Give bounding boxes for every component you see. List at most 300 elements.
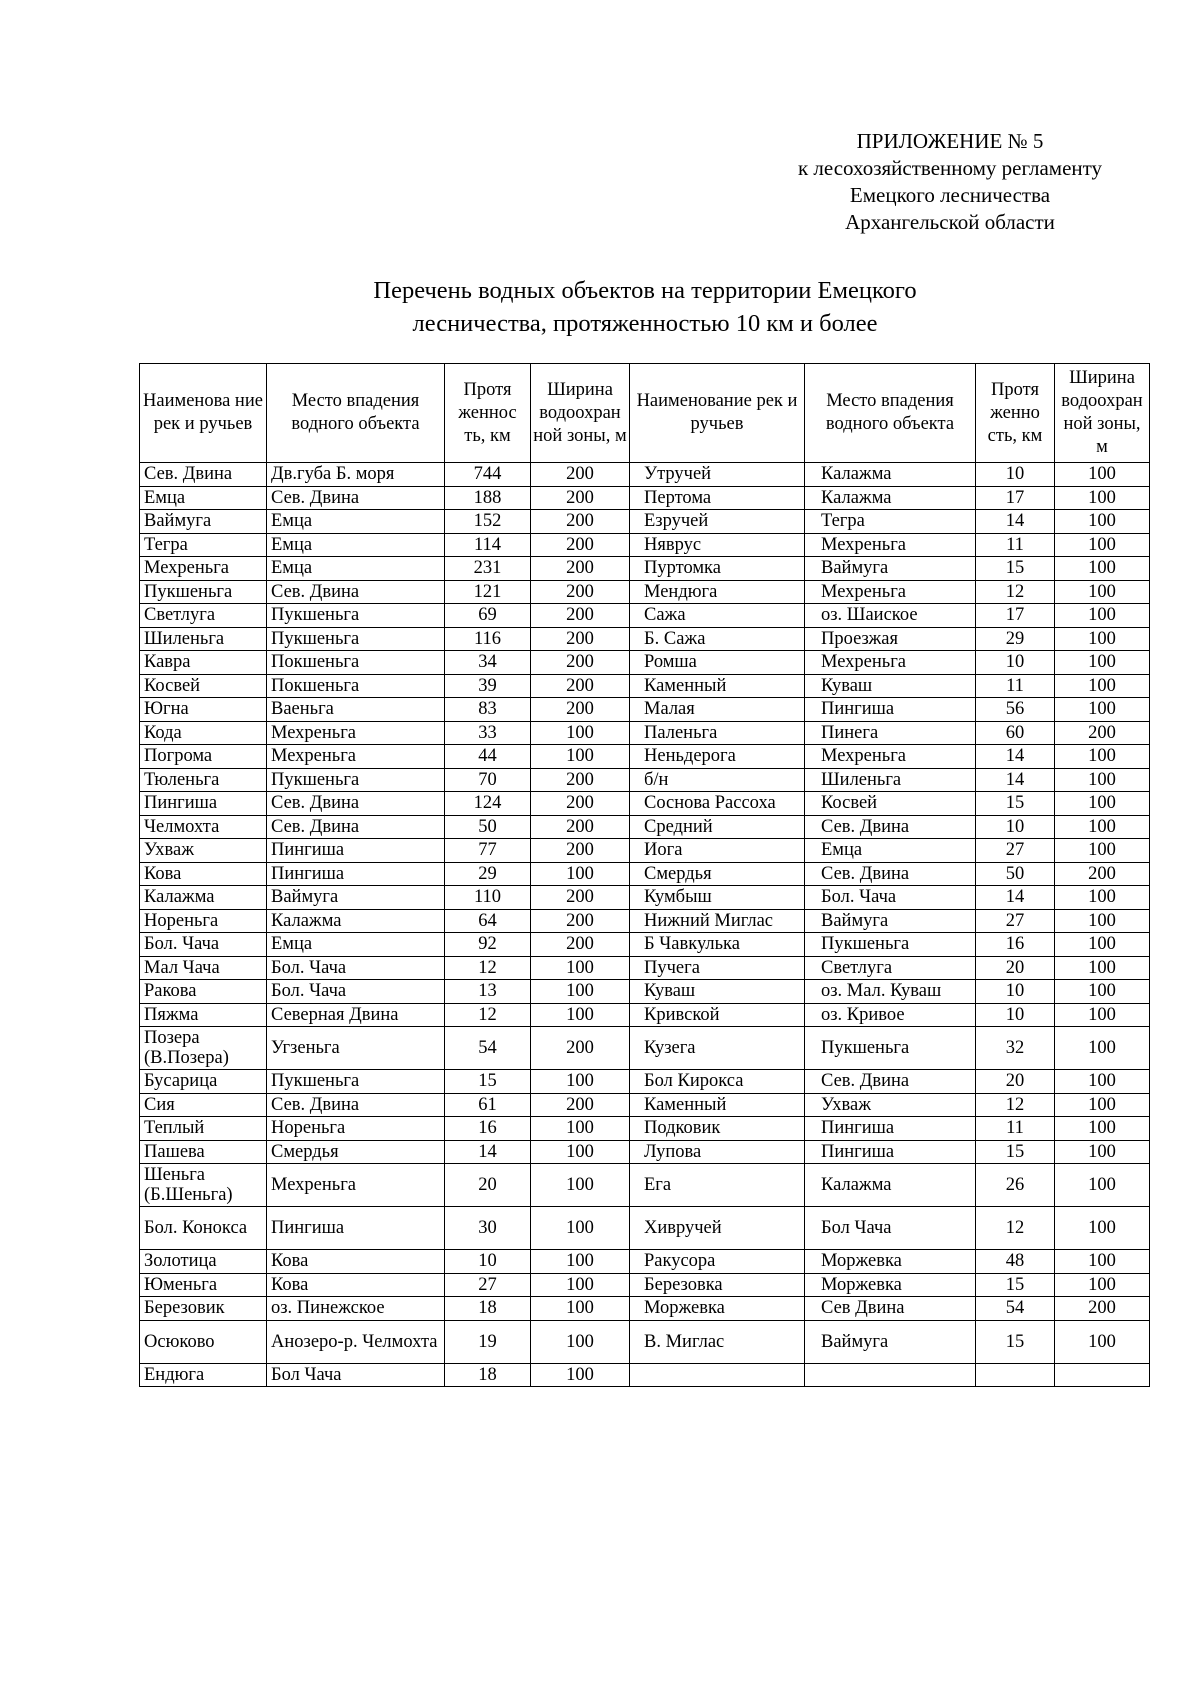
zone-width-cell: 200: [531, 580, 630, 604]
length-cell: 16: [445, 1117, 531, 1141]
mouth-place-cell: Куваш: [805, 674, 976, 698]
length-cell: 64: [445, 909, 531, 933]
mouth-place-cell: Косвей: [805, 792, 976, 816]
length-cell: 231: [445, 557, 531, 581]
length-cell: 50: [445, 815, 531, 839]
length-cell: 15: [976, 557, 1055, 581]
river-name-cell: Утручей: [630, 463, 805, 487]
mouth-place-cell: Мехреньга: [267, 1164, 445, 1207]
zone-width-cell: 200: [1055, 862, 1150, 886]
table-row: [140, 1320, 1150, 1363]
mouth-place-cell: Пукшеньга: [805, 933, 976, 957]
length-cell: 48: [976, 1250, 1055, 1274]
length-cell: 10: [976, 1003, 1055, 1027]
table-row: [140, 1027, 1150, 1070]
table-row: [140, 768, 1150, 792]
length-cell: 12: [976, 580, 1055, 604]
mouth-place-cell: Сев. Двина: [267, 815, 445, 839]
length-cell: 14: [976, 768, 1055, 792]
river-name-cell: Погрома: [140, 745, 267, 769]
table-row: [140, 486, 1150, 510]
table-row: [140, 1070, 1150, 1094]
mouth-place-cell: Моржевка: [805, 1273, 976, 1297]
length-cell: 19: [445, 1320, 531, 1363]
zone-width-cell: 100: [1055, 956, 1150, 980]
header-cell: Протя женно сть, км: [976, 364, 1055, 463]
mouth-place-cell: Мехреньга: [267, 745, 445, 769]
mouth-place-cell: Пукшеньга: [805, 1027, 976, 1070]
mouth-place-cell: Сев Двина: [805, 1297, 976, 1321]
river-name-cell: Нореньга: [140, 909, 267, 933]
mouth-place-cell: Сев. Двина: [805, 1070, 976, 1094]
river-name-cell: Мал Чача: [140, 956, 267, 980]
mouth-place-cell: Покшеньга: [267, 651, 445, 675]
length-cell: 61: [445, 1093, 531, 1117]
river-name-cell: Кривской: [630, 1003, 805, 1027]
zone-width-cell: 200: [531, 886, 630, 910]
table-row: [140, 627, 1150, 651]
zone-width-cell: 100: [1055, 557, 1150, 581]
mouth-place-cell: Пингиша: [805, 698, 976, 722]
river-name-cell: Осюково: [140, 1320, 267, 1363]
table-row: [140, 1273, 1150, 1297]
zone-width-cell: 200: [531, 815, 630, 839]
river-name-cell: Езручей: [630, 510, 805, 534]
river-name-cell: Нижний Миглас: [630, 909, 805, 933]
length-cell: 27: [445, 1273, 531, 1297]
mouth-place-cell: Кова: [267, 1273, 445, 1297]
length-cell: 11: [976, 533, 1055, 557]
river-name-cell: Бол. Конокса: [140, 1207, 267, 1250]
zone-width-cell: 100: [1055, 909, 1150, 933]
mouth-place-cell: Бол Чача: [805, 1207, 976, 1250]
table-row: [140, 1297, 1150, 1321]
mouth-place-cell: Пингиша: [267, 862, 445, 886]
length-cell: 10: [976, 980, 1055, 1004]
mouth-place-cell: оз. Кривое: [805, 1003, 976, 1027]
zone-width-cell: 100: [531, 980, 630, 1004]
table-row: [140, 463, 1150, 487]
river-name-cell: Юменьга: [140, 1273, 267, 1297]
river-name-cell: Ракусора: [630, 1250, 805, 1274]
river-name-cell: Челмохта: [140, 815, 267, 839]
zone-width-cell: 100: [531, 1164, 630, 1207]
mouth-place-cell: Пукшеньга: [267, 604, 445, 628]
river-name-cell: Паленьга: [630, 721, 805, 745]
mouth-place-cell: Нореньга: [267, 1117, 445, 1141]
length-cell: 10: [445, 1250, 531, 1274]
zone-width-cell: 200: [531, 627, 630, 651]
length-cell: 15: [445, 1070, 531, 1094]
length-cell: 14: [976, 510, 1055, 534]
zone-width-cell: 100: [531, 1117, 630, 1141]
river-name-cell: Куваш: [630, 980, 805, 1004]
zone-width-cell: 100: [1055, 698, 1150, 722]
length-cell: 33: [445, 721, 531, 745]
title-line-2: лесничества, протяженностью 10 км и более: [412, 310, 878, 337]
table-row: [140, 862, 1150, 886]
river-name-cell: Б. Сажа: [630, 627, 805, 651]
mouth-place-cell: [805, 1363, 976, 1387]
table-row: [140, 886, 1150, 910]
zone-width-cell: 200: [531, 698, 630, 722]
table-row: [140, 674, 1150, 698]
river-name-cell: Мендюга: [630, 580, 805, 604]
length-cell: 12: [445, 956, 531, 980]
zone-width-cell: [1055, 1363, 1150, 1387]
river-name-cell: Няврус: [630, 533, 805, 557]
zone-width-cell: 100: [1055, 1140, 1150, 1164]
length-cell: 69: [445, 604, 531, 628]
mouth-place-cell: Дв.губа Б. моря: [267, 463, 445, 487]
zone-width-cell: 100: [1055, 1117, 1150, 1141]
river-name-cell: Каменный: [630, 1093, 805, 1117]
river-name-cell: Калажма: [140, 886, 267, 910]
river-name-cell: Ендюга: [140, 1363, 267, 1387]
mouth-place-cell: Проезжая: [805, 627, 976, 651]
length-cell: 10: [976, 815, 1055, 839]
length-cell: 18: [445, 1363, 531, 1387]
length-cell: 27: [976, 909, 1055, 933]
zone-width-cell: 100: [1055, 792, 1150, 816]
river-name-cell: Ракова: [140, 980, 267, 1004]
zone-width-cell: 100: [1055, 933, 1150, 957]
zone-width-cell: 100: [1055, 839, 1150, 863]
zone-width-cell: 100: [1055, 604, 1150, 628]
zone-width-cell: 100: [1055, 533, 1150, 557]
length-cell: 50: [976, 862, 1055, 886]
zone-width-cell: 100: [1055, 745, 1150, 769]
mouth-place-cell: Пукшеньга: [267, 768, 445, 792]
river-name-cell: Шеньга (Б.Шеньга): [140, 1164, 267, 1207]
river-name-cell: Соснова Рассоха: [630, 792, 805, 816]
table-row: [140, 1003, 1150, 1027]
river-name-cell: Сажа: [630, 604, 805, 628]
river-name-cell: Ухваж: [140, 839, 267, 863]
table-row: [140, 980, 1150, 1004]
zone-width-cell: 100: [531, 1250, 630, 1274]
zone-width-cell: 100: [1055, 486, 1150, 510]
mouth-place-cell: Ваймуга: [267, 886, 445, 910]
length-cell: 92: [445, 933, 531, 957]
zone-width-cell: 100: [531, 721, 630, 745]
mouth-place-cell: Калажма: [805, 1164, 976, 1207]
table-row: [140, 745, 1150, 769]
river-name-cell: Кумбыш: [630, 886, 805, 910]
river-name-cell: Шиленьга: [140, 627, 267, 651]
length-cell: 17: [976, 604, 1055, 628]
river-name-cell: Подковик: [630, 1117, 805, 1141]
zone-width-cell: 100: [1055, 886, 1150, 910]
length-cell: 116: [445, 627, 531, 651]
river-name-cell: Кода: [140, 721, 267, 745]
river-name-cell: Иога: [630, 839, 805, 863]
length-cell: 15: [976, 1273, 1055, 1297]
zone-width-cell: 100: [1055, 463, 1150, 487]
appendix-header: [740, 128, 1160, 236]
length-cell: 10: [976, 463, 1055, 487]
header-cell: Ширина водоохран ной зоны, м: [531, 364, 630, 463]
river-name-cell: Пашева: [140, 1140, 267, 1164]
zone-width-cell: 100: [1055, 980, 1150, 1004]
length-cell: 29: [976, 627, 1055, 651]
header-cell: Наименование рек и ручьев: [630, 364, 805, 463]
table-row: [140, 651, 1150, 675]
zone-width-cell: 100: [531, 1070, 630, 1094]
table-row: [140, 1140, 1150, 1164]
river-name-cell: Каменный: [630, 674, 805, 698]
table-row: [140, 1207, 1150, 1250]
river-name-cell: Пертома: [630, 486, 805, 510]
mouth-place-cell: Сев. Двина: [805, 815, 976, 839]
length-cell: 14: [976, 745, 1055, 769]
zone-width-cell: 100: [1055, 1250, 1150, 1274]
appendix-line-3: Емецкого лесничества: [849, 183, 1051, 207]
mouth-place-cell: оз. Мал. Куваш: [805, 980, 976, 1004]
river-name-cell: Косвей: [140, 674, 267, 698]
river-name-cell: [630, 1363, 805, 1387]
length-cell: 20: [445, 1164, 531, 1207]
zone-width-cell: 100: [1055, 1164, 1150, 1207]
mouth-place-cell: Анозеро-р. Челмохта: [267, 1320, 445, 1363]
length-cell: 11: [976, 674, 1055, 698]
mouth-place-cell: Бол. Чача: [267, 956, 445, 980]
mouth-place-cell: Ваймуга: [805, 557, 976, 581]
length-cell: 27: [976, 839, 1055, 863]
zone-width-cell: 100: [1055, 1003, 1150, 1027]
length-cell: 34: [445, 651, 531, 675]
table-row: [140, 909, 1150, 933]
table-row: [140, 533, 1150, 557]
length-cell: 77: [445, 839, 531, 863]
zone-width-cell: 100: [1055, 768, 1150, 792]
zone-width-cell: 200: [531, 1093, 630, 1117]
river-name-cell: Позера (В.Позера): [140, 1027, 267, 1070]
mouth-place-cell: Пукшеньга: [267, 627, 445, 651]
table-row: [140, 815, 1150, 839]
zone-width-cell: 200: [1055, 721, 1150, 745]
river-name-cell: В. Миглас: [630, 1320, 805, 1363]
table-row: [140, 933, 1150, 957]
zone-width-cell: 100: [531, 1320, 630, 1363]
zone-width-cell: 100: [1055, 1093, 1150, 1117]
mouth-place-cell: Мехреньга: [805, 533, 976, 557]
table-row: [140, 792, 1150, 816]
length-cell: 10: [976, 651, 1055, 675]
zone-width-cell: 100: [531, 1207, 630, 1250]
length-cell: 29: [445, 862, 531, 886]
length-cell: 70: [445, 768, 531, 792]
zone-width-cell: 100: [1055, 510, 1150, 534]
mouth-place-cell: Сев. Двина: [267, 580, 445, 604]
length-cell: 32: [976, 1027, 1055, 1070]
zone-width-cell: 100: [1055, 1070, 1150, 1094]
mouth-place-cell: Калажма: [267, 909, 445, 933]
header-cell: Ширина водоохран ной зоны, м: [1055, 364, 1150, 463]
appendix-line-2: к лесохозяйственному регламенту: [797, 156, 1103, 180]
length-cell: 744: [445, 463, 531, 487]
length-cell: 15: [976, 792, 1055, 816]
zone-width-cell: 100: [531, 1297, 630, 1321]
mouth-place-cell: Пингиша: [805, 1140, 976, 1164]
mouth-place-cell: оз. Пинежское: [267, 1297, 445, 1321]
river-name-cell: Лупова: [630, 1140, 805, 1164]
table-row: [140, 604, 1150, 628]
mouth-place-cell: Сев. Двина: [267, 1093, 445, 1117]
mouth-place-cell: Ваймуга: [805, 909, 976, 933]
zone-width-cell: 100: [531, 956, 630, 980]
zone-width-cell: 200: [531, 651, 630, 675]
zone-width-cell: 200: [531, 674, 630, 698]
length-cell: 56: [976, 698, 1055, 722]
mouth-place-cell: Мехреньга: [805, 580, 976, 604]
length-cell: 152: [445, 510, 531, 534]
length-cell: 39: [445, 674, 531, 698]
river-name-cell: Березовик: [140, 1297, 267, 1321]
zone-width-cell: 200: [531, 933, 630, 957]
river-name-cell: Бусарица: [140, 1070, 267, 1094]
river-name-cell: Хивручей: [630, 1207, 805, 1250]
mouth-place-cell: Кова: [267, 1250, 445, 1274]
mouth-place-cell: Емца: [267, 557, 445, 581]
river-name-cell: Бол Кирокса: [630, 1070, 805, 1094]
header-cell: Место впадения водного объекта: [805, 364, 976, 463]
zone-width-cell: 100: [1055, 815, 1150, 839]
table-row: [140, 1164, 1150, 1207]
river-name-cell: Тюленьга: [140, 768, 267, 792]
mouth-place-cell: Емца: [267, 533, 445, 557]
mouth-place-cell: Покшеньга: [267, 674, 445, 698]
mouth-place-cell: Бол. Чача: [805, 886, 976, 910]
zone-width-cell: 200: [531, 557, 630, 581]
river-name-cell: Смердья: [630, 862, 805, 886]
river-name-cell: Ваймуга: [140, 510, 267, 534]
river-name-cell: Золотица: [140, 1250, 267, 1274]
zone-width-cell: 100: [531, 862, 630, 886]
river-name-cell: Теплый: [140, 1117, 267, 1141]
river-name-cell: Светлуга: [140, 604, 267, 628]
table-row: [140, 956, 1150, 980]
zone-width-cell: 100: [531, 1140, 630, 1164]
zone-width-cell: 100: [531, 745, 630, 769]
table-body: [140, 463, 1150, 1387]
river-name-cell: Емца: [140, 486, 267, 510]
table-row: [140, 510, 1150, 534]
zone-width-cell: 100: [1055, 580, 1150, 604]
length-cell: 14: [976, 886, 1055, 910]
zone-width-cell: 200: [531, 510, 630, 534]
table-row: [140, 721, 1150, 745]
zone-width-cell: 200: [531, 463, 630, 487]
appendix-line-1: ПРИЛОЖЕНИЕ № 5: [856, 129, 1044, 153]
length-cell: 114: [445, 533, 531, 557]
length-cell: 15: [976, 1320, 1055, 1363]
table-row: [140, 698, 1150, 722]
length-cell: 11: [976, 1117, 1055, 1141]
mouth-place-cell: Пукшеньга: [267, 1070, 445, 1094]
mouth-place-cell: Емца: [267, 933, 445, 957]
mouth-place-cell: Моржевка: [805, 1250, 976, 1274]
mouth-place-cell: Пингиша: [267, 1207, 445, 1250]
length-cell: 13: [445, 980, 531, 1004]
mouth-place-cell: Бол. Чача: [267, 980, 445, 1004]
mouth-place-cell: Светлуга: [805, 956, 976, 980]
table-row: [140, 1093, 1150, 1117]
mouth-place-cell: Пингиша: [805, 1117, 976, 1141]
river-name-cell: Моржевка: [630, 1297, 805, 1321]
table-header-row: [140, 364, 1150, 463]
length-cell: 12: [976, 1207, 1055, 1250]
mouth-place-cell: Пингиша: [267, 839, 445, 863]
zone-width-cell: 100: [531, 1363, 630, 1387]
header-cell: Место впадения водного объекта: [267, 364, 445, 463]
mouth-place-cell: Смердья: [267, 1140, 445, 1164]
river-name-cell: Пуртомка: [630, 557, 805, 581]
zone-width-cell: 200: [531, 768, 630, 792]
zone-width-cell: 100: [531, 1003, 630, 1027]
length-cell: 121: [445, 580, 531, 604]
length-cell: 54: [976, 1297, 1055, 1321]
river-name-cell: Неньдерога: [630, 745, 805, 769]
mouth-place-cell: Тегра: [805, 510, 976, 534]
river-name-cell: Малая: [630, 698, 805, 722]
table-row: [140, 557, 1150, 581]
zone-width-cell: 100: [1055, 674, 1150, 698]
river-name-cell: Кузега: [630, 1027, 805, 1070]
mouth-place-cell: Пинега: [805, 721, 976, 745]
river-name-cell: Средний: [630, 815, 805, 839]
zone-width-cell: 200: [531, 839, 630, 863]
river-name-cell: Пяжма: [140, 1003, 267, 1027]
table-row: [140, 1250, 1150, 1274]
zone-width-cell: 100: [1055, 1273, 1150, 1297]
river-name-cell: Мехреньга: [140, 557, 267, 581]
river-name-cell: Березовка: [630, 1273, 805, 1297]
river-name-cell: Пукшеньга: [140, 580, 267, 604]
length-cell: 17: [976, 486, 1055, 510]
table-row: [140, 839, 1150, 863]
water-objects-table: [139, 363, 1150, 1387]
length-cell: 60: [976, 721, 1055, 745]
zone-width-cell: 200: [531, 486, 630, 510]
table-row: [140, 580, 1150, 604]
length-cell: 110: [445, 886, 531, 910]
mouth-place-cell: Калажма: [805, 486, 976, 510]
river-name-cell: б/н: [630, 768, 805, 792]
length-cell: 12: [976, 1093, 1055, 1117]
length-cell: 20: [976, 1070, 1055, 1094]
river-name-cell: Ромша: [630, 651, 805, 675]
appendix-line-4: Архангельской области: [845, 210, 1055, 234]
river-name-cell: Пучега: [630, 956, 805, 980]
mouth-place-cell: Ухваж: [805, 1093, 976, 1117]
river-name-cell: Югна: [140, 698, 267, 722]
length-cell: 15: [976, 1140, 1055, 1164]
mouth-place-cell: Емца: [267, 510, 445, 534]
mouth-place-cell: Емца: [805, 839, 976, 863]
zone-width-cell: 100: [531, 1273, 630, 1297]
mouth-place-cell: Северная Двина: [267, 1003, 445, 1027]
river-name-cell: Б Чавкулька: [630, 933, 805, 957]
mouth-place-cell: Ваеньга: [267, 698, 445, 722]
mouth-place-cell: Бол Чача: [267, 1363, 445, 1387]
length-cell: 26: [976, 1164, 1055, 1207]
length-cell: 14: [445, 1140, 531, 1164]
zone-width-cell: 100: [1055, 1207, 1150, 1250]
length-cell: [976, 1363, 1055, 1387]
zone-width-cell: 100: [1055, 1320, 1150, 1363]
zone-width-cell: 200: [531, 792, 630, 816]
